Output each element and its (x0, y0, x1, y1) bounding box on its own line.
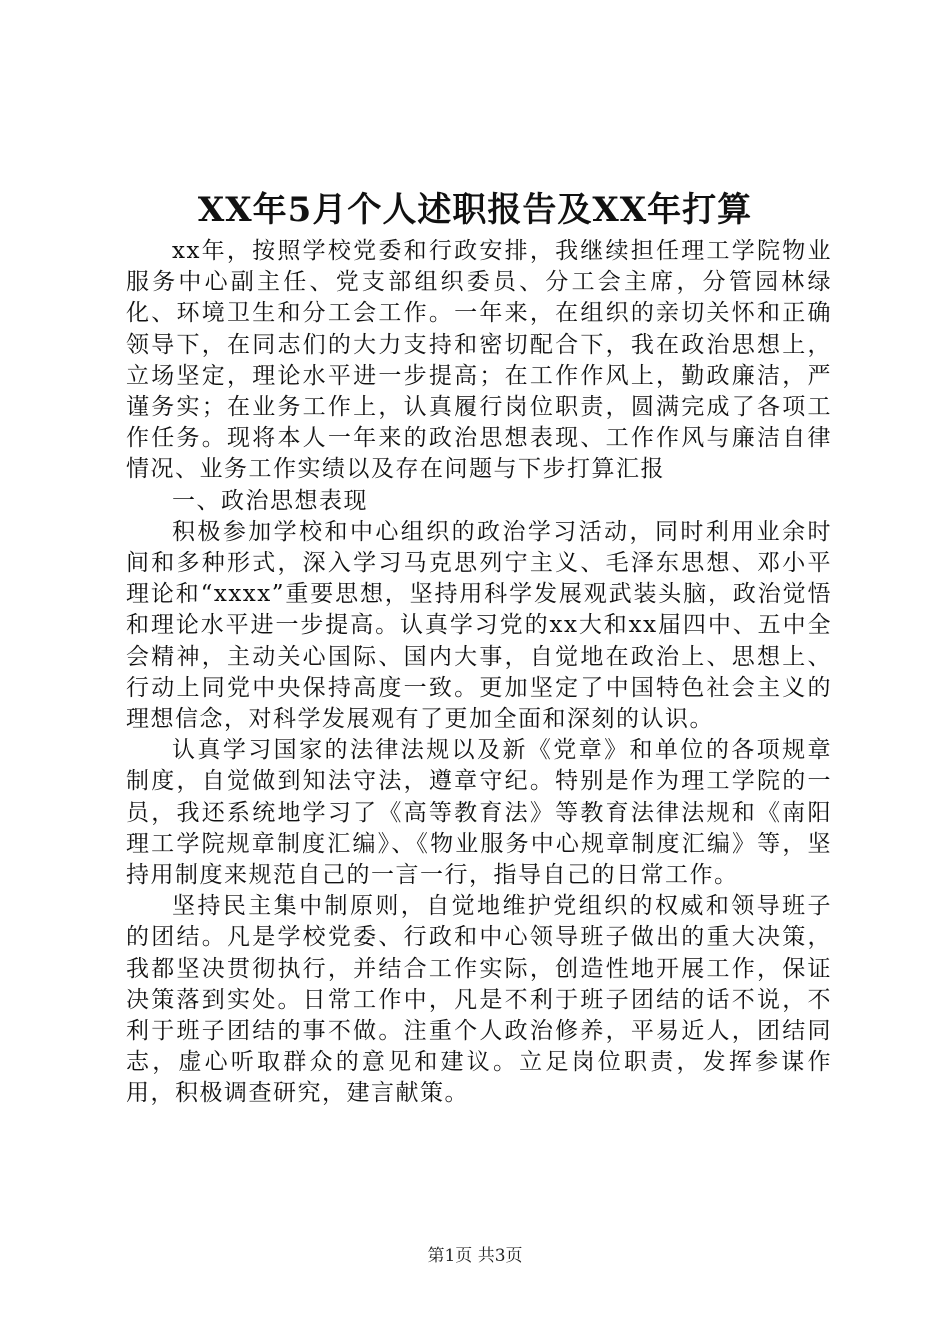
democratic-centralism-paragraph: 坚持民主集中制原则，自觉地维护党组织的权威和领导班子的团结。凡是学校党委、行政和中心领导班子做出的重大决策，我都坚决贯彻执行，并结合工作实际，创造性地开展工作，保证决策落到实处。日常工作中，凡是不利于班子团结的话不说，不利于班子团结的事不做。注重个人政治修养，平易近人，团结同志，虚心听取群众的意见和建议。立足岗位职责，发挥参谋作用，积极调查研究，建言献策。 (126, 893, 832, 1107)
section-heading-political: 一、政治思想表现 (172, 487, 368, 514)
page-footer: 第1页 共3页 (427, 1246, 523, 1266)
law-study-paragraph: 认真学习国家的法律法规以及新《党章》和单位的各项规章制度，自觉做到知法守法，遵章守纪。特别是作为理工学院的一员，我还系统地学习了《高等教育法》等教育法律法规和《南阳理工学院规章制度汇编》、《物业服务中心规章制度汇编》等，坚持用制度来规范自己的一言一行，指导自己的日常工作。 (126, 737, 832, 889)
political-study-paragraph: 积极参加学校和中心组织的政治学习活动，同时利用业余时间和多种形式，深入学习马克思列宁主义、毛泽东思想、邓小平理论和“xxxx”重要思想，坚持用科学发展观武装头脑，政治觉悟和理论水平进一步提高。认真学习党的xx大和xx届四中、五中全会精神，主动关心国际、国内大事，自觉地在政治上、思想上、行动上同党中央保持高度一致。更加坚定了中国特色社会主义的理想信念，对科学发展观有了更加全面和深刻的认识。 (126, 518, 832, 733)
document-body (126, 236, 832, 1110)
document-title: XX年5月个人述职报告及XX年打算 (197, 190, 753, 230)
intro-paragraph: xx年，按照学校党委和行政安排，我继续担任理工学院物业服务中心副主任、党支部组织委员、分工会主席，分管园林绿化、环境卫生和分工会工作。一年来，在组织的亲切关怀和正确领导下，在同志们的大力支持和密切配合下，我在政治思想上，立场坚定，理论水平进一步提高；在工作作风上，勤政廉洁，严谨务实；在业务工作上，认真履行岗位职责，圆满完成了各项工作任务。现将本人一年来的政治思想表现、工作作风与廉洁自律情况、业务工作实绩以及存在问题与下步打算汇报 (126, 238, 832, 483)
